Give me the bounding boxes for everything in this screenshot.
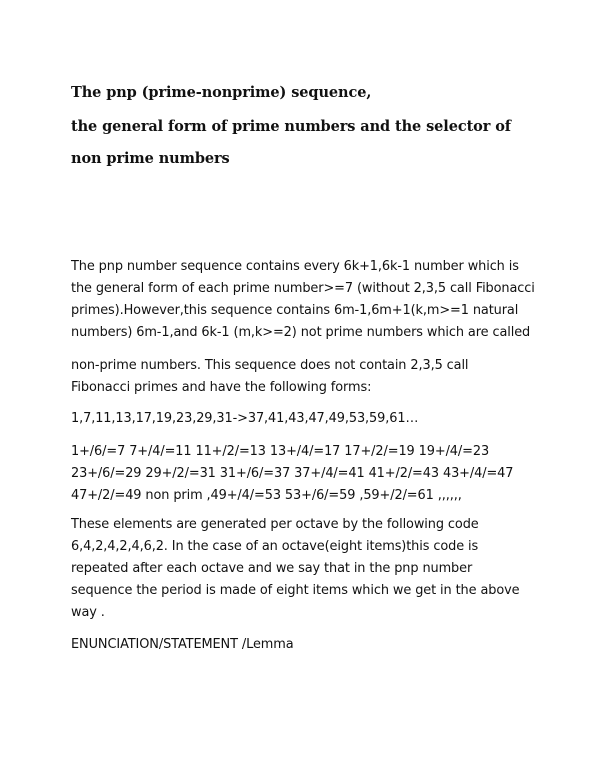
increment-line: 47+/2/=49 non prim ,49+/4/=53 53+/6/=59 ,59+/2/=61 ,,,,,, xyxy=(71,488,462,503)
statement-heading xyxy=(71,634,541,656)
paragraph-non-prime xyxy=(71,355,541,399)
paragraph-line: non-prime numbers. This sequence does not contain 2,3,5 call xyxy=(71,358,469,373)
sequence-line xyxy=(71,408,541,430)
statement-heading-text: ENUNCIATION/STATEMENT /Lemma xyxy=(71,637,294,652)
paragraph-line: The pnp number sequence contains every 6k+1,6k-1 number which is xyxy=(71,259,519,274)
sequence-text: 1,7,11,13,17,19,23,29,31->37,41,43,47,49,53,59,61… xyxy=(71,411,419,426)
title-line-3: non prime numbers xyxy=(71,150,230,167)
paragraph-intro xyxy=(71,256,541,344)
paragraph-line: Fibonacci primes and have the following forms: xyxy=(71,380,372,395)
paragraph-line: sequence the period is made of eight items which we get in the above xyxy=(71,583,520,598)
title-line-1: The pnp (prime-nonprime) sequence, xyxy=(71,84,372,101)
paragraph-line: primes).However,this sequence contains 6m-1,6m+1(k,m>=1 natural xyxy=(71,303,519,318)
paragraph-octave xyxy=(71,514,541,624)
paragraph-line: repeated after each octave and we say that in the pnp number xyxy=(71,561,473,576)
paragraph-line: numbers) 6m-1,and 6k-1 (m,k>=2) not prime numbers which are called xyxy=(71,325,531,340)
paragraph-line: 6,4,2,4,2,4,6,2. In the case of an octave(eight items)this code is xyxy=(71,539,479,554)
increment-line: 23+/6/=29 29+/2/=31 31+/6/=37 37+/4/=41 41+/2/=43 43+/4/=47 xyxy=(71,466,514,481)
paragraph-line: the general form of each prime number>=7 (without 2,3,5 call Fibonacci xyxy=(71,281,535,296)
paragraph-line: way . xyxy=(71,605,105,620)
title-line-2: the general form of prime numbers and the selector of xyxy=(71,118,511,135)
increment-line: 1+/6/=7 7+/4/=11 11+/2/=13 13+/4/=17 17+/2/=19 19+/4/=23 xyxy=(71,444,490,459)
increment-block xyxy=(71,441,541,507)
paragraph-line: These elements are generated per octave by the following code xyxy=(71,517,479,532)
